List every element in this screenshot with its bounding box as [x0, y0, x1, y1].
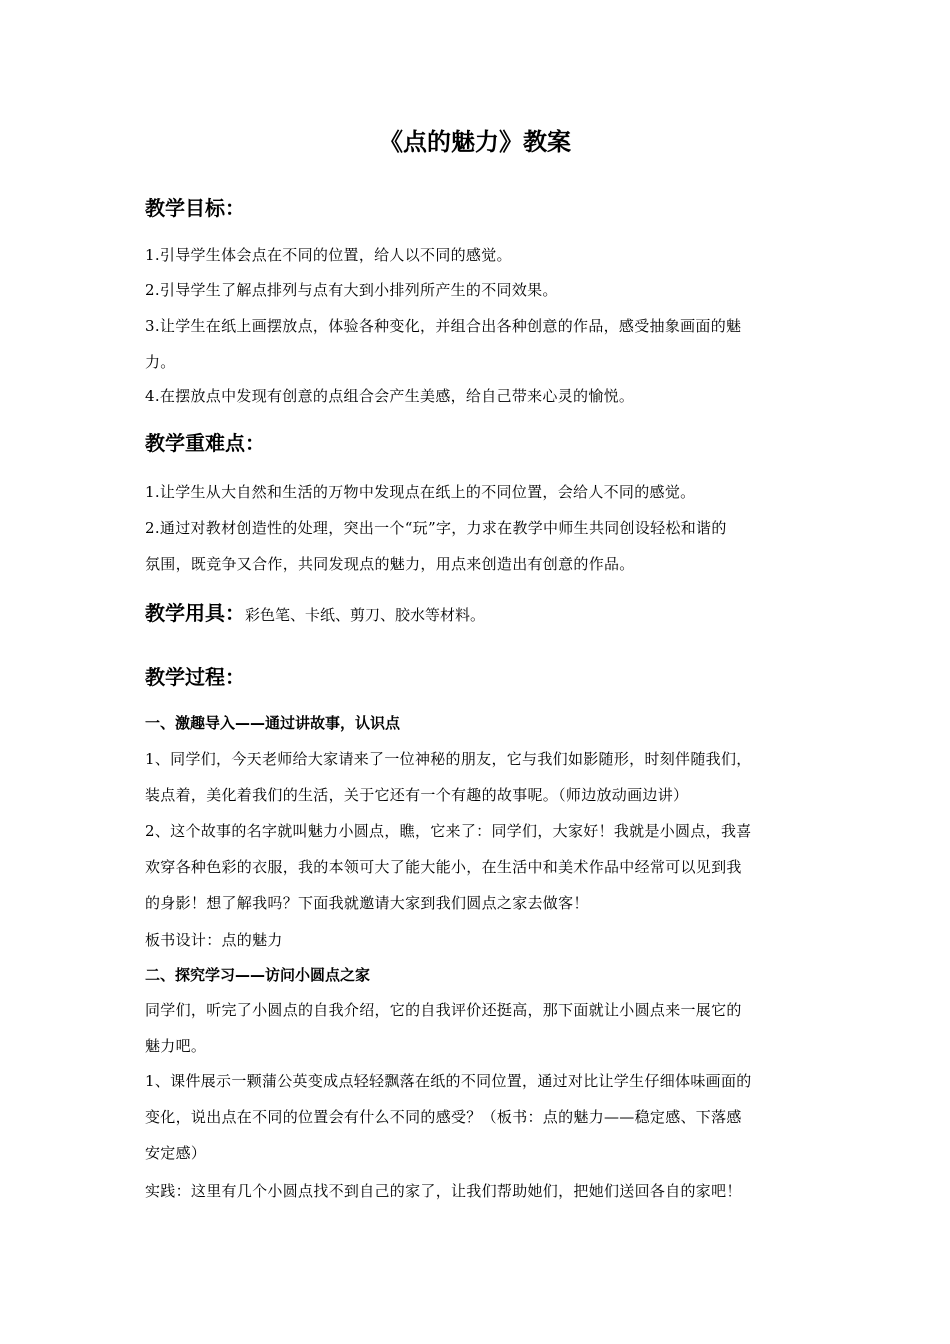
section2-line: 安定感） — [145, 1144, 207, 1162]
tools-row — [145, 601, 485, 627]
section2-line: 1、课件展示一颗蒲公英变成点轻轻飘落在纸的不同位置，通过对比让学生仔细体味画面的 — [145, 1072, 752, 1090]
objective-line: 1.引导学生体会点在不同的位置，给人以不同的感觉。 — [145, 246, 512, 264]
section1-line: 的身影！想了解我吗？下面我就邀请大家到我们圆点之家去做客！ — [145, 894, 589, 912]
key-point-line: 氛围，既竞争又合作，共同发现点的魅力，用点来创造出有创意的作品。 — [145, 555, 635, 573]
section2-line: 实践：这里有几个小圆点找不到自己的家了，让我们帮助她们，把她们送回各自的家吧！ — [145, 1182, 742, 1200]
key-point-line: 1.让学生从大自然和生活的万物中发现点在纸上的不同位置，会给人不同的感觉。 — [145, 483, 696, 501]
objective-line: 3.让学生在纸上画摆放点，体验各种变化，并组合出各种创意的作品，感受抽象画面的魅 — [145, 317, 742, 335]
section1-heading: 一、激趣导入——通过讲故事，认识点 — [145, 714, 401, 732]
tools-heading: 教学用具： — [145, 601, 245, 625]
section1-line: 2、这个故事的名字就叫魅力小圆点，瞧，它来了：同学们，大家好！我就是小圆点，我喜 — [145, 822, 752, 840]
key-points-heading: 教学重难点： — [145, 431, 265, 455]
section2-heading: 二、探究学习——访问小圆点之家 — [145, 966, 371, 984]
tools-text: 彩色笔、卡纸、剪刀、胶水等材料。 — [245, 606, 486, 624]
section1-line: 欢穿各种色彩的衣服，我的本领可大了能大能小，在生活中和美术作品中经常可以见到我 — [145, 858, 742, 876]
objective-line: 力。 — [145, 353, 176, 371]
process-heading: 教学过程： — [145, 665, 245, 689]
section1-line: 1、同学们，今天老师给大家请来了一位神秘的朋友，它与我们如影随形，时刻伴随我们， — [145, 750, 752, 768]
objective-line: 4.在摆放点中发现有创意的点组合会产生美感，给自己带来心灵的愉悦。 — [145, 387, 635, 405]
objectives-heading: 教学目标： — [145, 196, 245, 220]
section2-line: 魅力吧。 — [145, 1037, 207, 1055]
objective-line: 2.引导学生了解点排列与点有大到小排列所产生的不同效果。 — [145, 281, 558, 299]
section2-line: 同学们，听完了小圆点的自我介绍，它的自我评价还挺高，那下面就让小圆点来一展它的 — [145, 1001, 742, 1019]
key-point-line: 2.通过对教材创造性的处理，突出一个“玩”字，力求在教学中师生共同创设轻松和谐的 — [145, 519, 727, 537]
section1-line: 装点着，美化着我们的生活，关于它还有一个有趣的故事呢。（师边放动画边讲） — [145, 786, 689, 804]
section2-line: 变化，说出点在不同的位置会有什么不同的感受？（板书：点的魅力——稳定感、下落感 — [145, 1108, 742, 1126]
section1-line: 板书设计：点的魅力 — [145, 931, 283, 949]
document-title: 《点的魅力》教案 — [379, 128, 571, 156]
